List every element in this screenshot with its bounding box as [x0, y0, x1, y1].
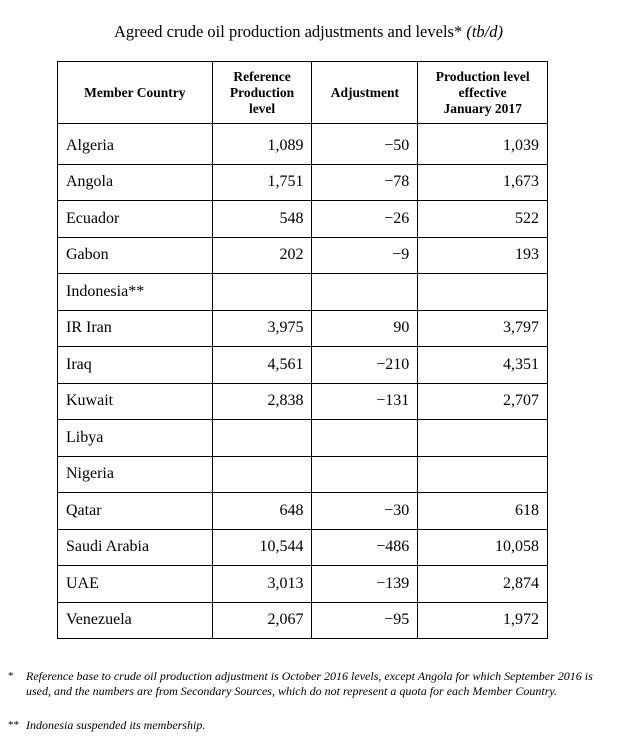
production-cell: 2,707 — [418, 383, 548, 420]
production-cell — [418, 420, 548, 457]
adjustment-cell: 90 — [312, 310, 418, 347]
reference-cell: 2,838 — [212, 383, 312, 420]
table-row — [58, 383, 548, 420]
table-body — [58, 124, 548, 639]
table-row — [58, 310, 548, 347]
header-production-line: effective — [458, 84, 507, 100]
header-production — [418, 62, 548, 124]
adjustment-cell: −30 — [312, 493, 418, 530]
country-cell: Indonesia** — [58, 274, 213, 311]
country-cell: Algeria — [58, 124, 213, 165]
adjustment-cell: −50 — [312, 124, 418, 165]
reference-cell: 1,751 — [212, 164, 312, 201]
reference-cell: 4,561 — [212, 347, 312, 384]
production-cell: 1,039 — [418, 124, 548, 165]
footnote-1 — [8, 669, 614, 699]
production-cell — [418, 456, 548, 493]
country-cell: Angola — [58, 164, 213, 201]
table-row — [58, 347, 548, 384]
country-cell: Nigeria — [58, 456, 213, 493]
production-cell: 3,797 — [418, 310, 548, 347]
table-row — [58, 124, 548, 165]
footnote-text: Reference base to crude oil production adjustment is October 2016 levels, except Angola for which September 2016 is used, and the numbers are from Secondary Sources, which do not represent a quota for each Member Country. — [26, 669, 593, 698]
country-cell: IR Iran — [58, 310, 213, 347]
table-row — [58, 566, 548, 603]
country-cell: Ecuador — [58, 201, 213, 238]
reference-cell: 548 — [212, 201, 312, 238]
adjustment-cell: −486 — [312, 529, 418, 566]
header-adjustment: Adjustment — [312, 62, 418, 124]
adjustment-cell — [312, 274, 418, 311]
header-country: Member Country — [58, 62, 213, 124]
table-row — [58, 201, 548, 238]
header-reference-line: Production — [229, 84, 295, 100]
country-cell: Iraq — [58, 347, 213, 384]
reference-cell: 10,544 — [212, 529, 312, 566]
country-cell: Libya — [58, 420, 213, 457]
reference-cell — [212, 274, 312, 311]
country-cell: Gabon — [58, 237, 213, 274]
table-row — [58, 602, 548, 639]
production-cell: 1,972 — [418, 602, 548, 639]
reference-cell: 1,089 — [212, 124, 312, 165]
footnote-2 — [8, 718, 614, 733]
reference-cell — [212, 420, 312, 457]
adjustment-cell: −210 — [312, 347, 418, 384]
production-cell: 522 — [418, 201, 548, 238]
adjustment-cell: −95 — [312, 602, 418, 639]
table-row — [58, 274, 548, 311]
header-reference — [212, 62, 312, 124]
country-cell: Venezuela — [58, 602, 213, 639]
table-row — [58, 164, 548, 201]
adjustment-cell — [312, 420, 418, 457]
header-production-line: Production level — [435, 68, 530, 84]
header-reference-line: Reference — [233, 68, 291, 84]
header-reference-line: level — [248, 100, 276, 116]
adjustment-cell: −26 — [312, 201, 418, 238]
footnote-text: Indonesia suspended its membership. — [26, 718, 206, 732]
table-row — [58, 456, 548, 493]
production-cell: 4,351 — [418, 347, 548, 384]
footnote-mark: ** — [8, 719, 19, 731]
reference-cell: 648 — [212, 493, 312, 530]
adjustment-cell — [312, 456, 418, 493]
adjustment-cell: −78 — [312, 164, 418, 201]
footnote-mark: * — [8, 670, 14, 682]
production-cell: 1,673 — [418, 164, 548, 201]
table-row — [58, 529, 548, 566]
production-cell: 618 — [418, 493, 548, 530]
page-title — [0, 22, 617, 42]
reference-cell — [212, 456, 312, 493]
production-cell: 193 — [418, 237, 548, 274]
country-cell: Kuwait — [58, 383, 213, 420]
production-cell — [418, 274, 548, 311]
reference-cell: 3,013 — [212, 566, 312, 603]
title-text: Agreed crude oil production adjustments and levels* — [113, 22, 463, 41]
production-cell: 2,874 — [418, 566, 548, 603]
adjustment-cell: −139 — [312, 566, 418, 603]
country-cell: Saudi Arabia — [58, 529, 213, 566]
production-table — [57, 61, 548, 639]
reference-cell: 2,067 — [212, 602, 312, 639]
table-row — [58, 420, 548, 457]
header-production-line: January 2017 — [443, 100, 522, 116]
country-cell: UAE — [58, 566, 213, 603]
table-header-row — [58, 62, 548, 124]
reference-cell: 3,975 — [212, 310, 312, 347]
table-row — [58, 493, 548, 530]
adjustment-cell: −9 — [312, 237, 418, 274]
country-cell: Qatar — [58, 493, 213, 530]
reference-cell: 202 — [212, 237, 312, 274]
production-cell: 10,058 — [418, 529, 548, 566]
adjustment-cell: −131 — [312, 383, 418, 420]
table-row — [58, 237, 548, 274]
title-unit: (tb/d) — [466, 22, 504, 41]
